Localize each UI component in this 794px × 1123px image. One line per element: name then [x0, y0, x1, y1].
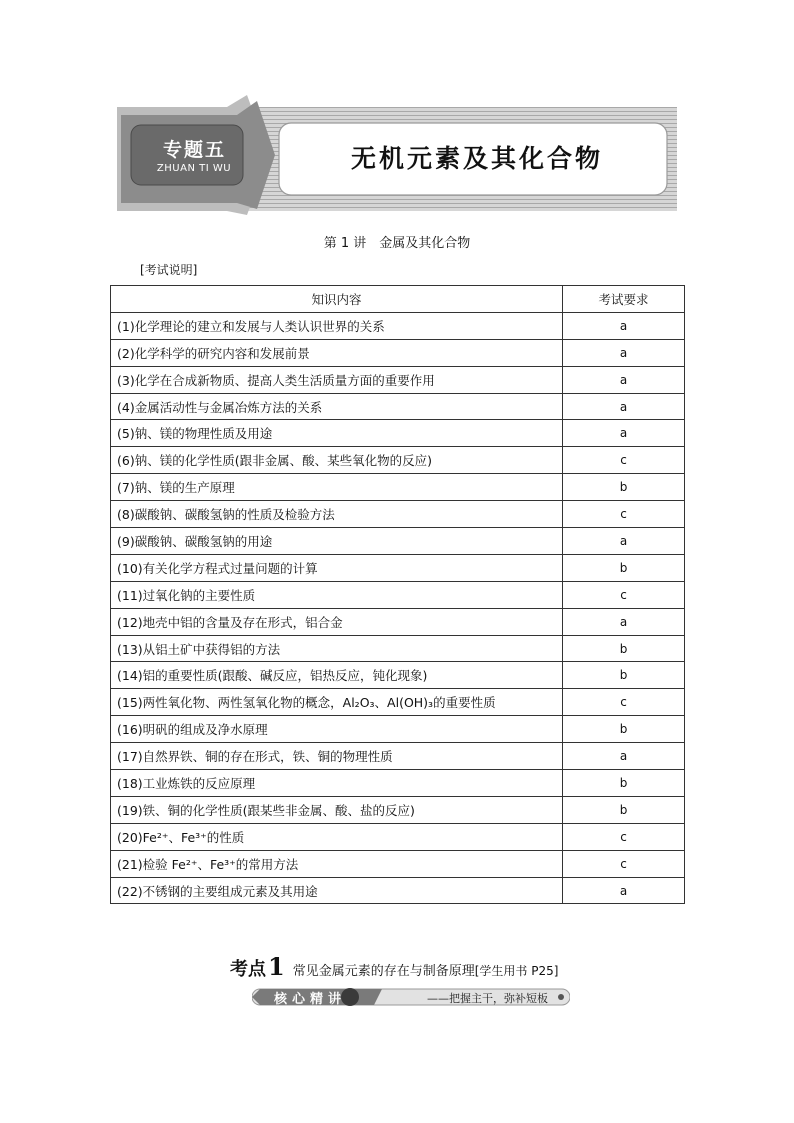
table-row — [111, 501, 685, 528]
knowledge-content-cell: (8)碳酸钠、碳酸氢钠的性质及检验方法 — [111, 501, 563, 528]
requirement-level-cell: a — [563, 420, 685, 447]
exam-requirements-table — [110, 285, 685, 904]
requirement-level-cell: a — [563, 608, 685, 635]
requirement-level-cell: b — [563, 770, 685, 797]
lecture-title: 第 1 讲 金属及其化合物 — [323, 236, 471, 251]
requirement-level-cell: b — [563, 554, 685, 581]
knowledge-content-cell: (3)化学在合成新物质、提高人类生活质量方面的重要作用 — [111, 366, 563, 393]
table-row — [111, 770, 685, 797]
table-row — [111, 716, 685, 743]
chapter-title: 无机元素及其化合物 — [350, 144, 603, 173]
exam-point-number: 1 — [268, 952, 285, 981]
knowledge-content-cell: (9)碳酸钠、碳酸氢钠的用途 — [111, 528, 563, 555]
table-body — [111, 312, 685, 904]
exam-point-heading — [230, 952, 558, 981]
requirement-level-cell: a — [563, 366, 685, 393]
topic-badge-label: 专题五 — [162, 139, 226, 161]
table-row — [111, 823, 685, 850]
table-row — [111, 420, 685, 447]
column-header-requirement: 考试要求 — [563, 286, 685, 313]
knowledge-content-cell: (1)化学理论的建立和发展与人类认识世界的关系 — [111, 312, 563, 339]
table-row — [111, 339, 685, 366]
knowledge-content-cell: (5)钠、镁的物理性质及用途 — [111, 420, 563, 447]
requirement-level-cell: b — [563, 796, 685, 823]
requirement-level-cell: c — [563, 581, 685, 608]
table-row — [111, 877, 685, 904]
requirement-level-cell: a — [563, 339, 685, 366]
requirement-level-cell: c — [563, 689, 685, 716]
book-page-reference: [学生用书 P25] — [474, 964, 559, 978]
knowledge-content-cell: (6)钠、镁的化学性质(跟非金属、酸、某些氧化物的反应) — [111, 447, 563, 474]
knowledge-content-cell: (10)有关化学方程式过量问题的计算 — [111, 554, 563, 581]
table-row — [111, 581, 685, 608]
requirement-level-cell: a — [563, 528, 685, 555]
requirement-level-cell: b — [563, 662, 685, 689]
table-row — [111, 796, 685, 823]
table-row — [111, 662, 685, 689]
knowledge-content-cell: (4)金属活动性与金属冶炼方法的关系 — [111, 393, 563, 420]
table-row — [111, 447, 685, 474]
knowledge-content-cell: (19)铁、铜的化学性质(跟某些非金属、酸、盐的反应) — [111, 796, 563, 823]
requirement-level-cell: c — [563, 850, 685, 877]
table-row — [111, 393, 685, 420]
column-header-content: 知识内容 — [111, 286, 563, 313]
table-row — [111, 554, 685, 581]
knowledge-content-cell: (20)Fe²⁺、Fe³⁺的性质 — [111, 823, 563, 850]
requirement-level-cell: a — [563, 393, 685, 420]
requirement-level-cell: c — [563, 501, 685, 528]
core-bar-label: 核心精讲 — [274, 992, 347, 1007]
exam-point-label: 考点 — [230, 959, 266, 980]
table-row — [111, 743, 685, 770]
knowledge-content-cell: (14)铝的重要性质(跟酸、碱反应，铝热反应，钝化现象) — [111, 662, 563, 689]
knowledge-content-cell: (16)明矾的组成及净水原理 — [111, 716, 563, 743]
requirement-level-cell: a — [563, 877, 685, 904]
requirement-level-cell: b — [563, 635, 685, 662]
core-lecture-bar — [252, 986, 570, 1008]
knowledge-content-cell: (12)地壳中铝的含量及存在形式，铝合金 — [111, 608, 563, 635]
table-row — [111, 689, 685, 716]
requirement-level-cell: a — [563, 312, 685, 339]
knowledge-content-cell: (15)两性氧化物、两性氢氧化物的概念，Al₂O₃、Al(OH)₃的重要性质 — [111, 689, 563, 716]
table-row — [111, 474, 685, 501]
table-row — [111, 528, 685, 555]
requirement-level-cell: c — [563, 823, 685, 850]
knowledge-content-cell: (17)自然界铁、铜的存在形式，铁、铜的物理性质 — [111, 743, 563, 770]
knowledge-content-cell: (2)化学科学的研究内容和发展前景 — [111, 339, 563, 366]
knowledge-content-cell: (7)钠、镁的生产原理 — [111, 474, 563, 501]
table-row — [111, 608, 685, 635]
requirement-level-cell: b — [563, 716, 685, 743]
knowledge-content-cell: (13)从铝土矿中获得铝的方法 — [111, 635, 563, 662]
requirement-level-cell: b — [563, 474, 685, 501]
knowledge-content-cell: (18)工业炼铁的反应原理 — [111, 770, 563, 797]
knowledge-content-cell: (21)检验 Fe²⁺、Fe³⁺的常用方法 — [111, 850, 563, 877]
table-row — [111, 366, 685, 393]
topic-badge-pinyin: ZHUAN TI WU — [156, 163, 232, 174]
knowledge-content-cell: (22)不锈钢的主要组成元素及其用途 — [111, 877, 563, 904]
section-label: [考试说明] — [140, 263, 198, 277]
table-row — [111, 850, 685, 877]
exam-point-title: 常见金属元素的存在与制备原理 — [292, 964, 475, 979]
requirement-level-cell: c — [563, 447, 685, 474]
core-bar-slogan: ——把握主干，弥补短板 — [427, 992, 548, 1005]
chapter-banner — [117, 95, 677, 215]
table-row — [111, 635, 685, 662]
knowledge-content-cell: (11)过氧化钠的主要性质 — [111, 581, 563, 608]
table-header-row — [111, 286, 685, 313]
table-row — [111, 312, 685, 339]
requirement-level-cell: a — [563, 743, 685, 770]
